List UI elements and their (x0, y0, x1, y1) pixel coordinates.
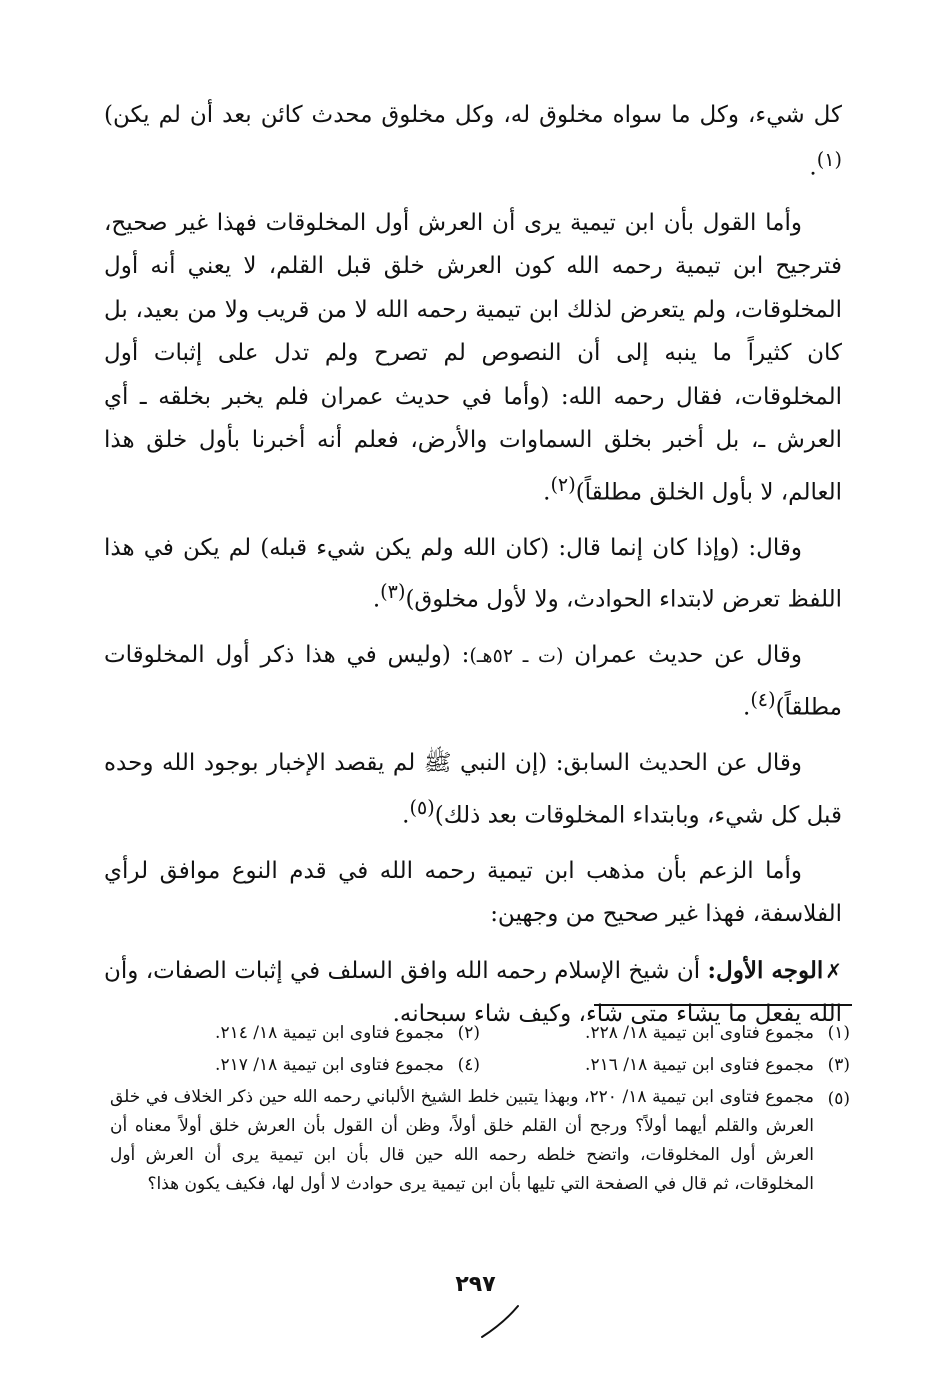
pen-stroke-icon (478, 1304, 522, 1340)
paragraph-2 (104, 202, 842, 515)
page-number: ٢٩٧ (455, 1272, 496, 1297)
footnote-ref-3: (٣) (380, 580, 406, 604)
paragraph-4 (104, 634, 842, 730)
footnote-3 (480, 1049, 850, 1081)
footnote-row (110, 1049, 850, 1081)
paragraph-5 (104, 742, 842, 838)
first-aspect-heading: الوجه الأول: (707, 956, 824, 984)
footnote-ref-2: (٢) (550, 472, 576, 496)
footnote-row (110, 1017, 850, 1049)
footnote-4 (110, 1049, 480, 1081)
footnote-ref-5: (٥) (409, 795, 435, 819)
paragraph-4-rest: : (وليس في هذا ذكر أول المخلوقات مطلقاً) (104, 642, 842, 721)
paragraph-6 (104, 850, 842, 937)
footnote-text: مجموع فتاوى ابن تيمية ١٨/ ٢١٤. (215, 1023, 444, 1043)
footnote-2 (110, 1017, 480, 1049)
paragraph-7-text: أن شيخ الإسلام رحمه الله وافق السلف في إثبات الصفات، وأن الله يفعل ما يشاء متى شاء، وكيف شاء سبحانه. (104, 957, 842, 1028)
footnote-text: مجموع فتاوى ابن تيمية ١٨/ ٢١٧. (215, 1055, 444, 1075)
footnote-5 (110, 1083, 850, 1199)
footnote-number: (٢) (457, 1023, 480, 1043)
paragraph-1-end: . (809, 154, 817, 181)
paragraph-6-text: وأما الزعم بأن مذهب ابن تيمية رحمه الله في قدم النوع موافق لرأي الفلاسفة، فهذا غير صحيح من وجهين: (104, 857, 842, 928)
handwritten-x-mark: ✗ (825, 958, 842, 983)
paragraph-2-text: وأما القول بأن ابن تيمية يرى أن العرش أول المخلوقات فهذا غير صحيح، فترجيح ابن تيمية رحمه الله كون العرش خلق قبل القلم، لا يعني أنه أول المخلوقات، ولم يتعرض لذلك ابن تيمية رحمه الله لا من قريب ولا من بعيد، بل كان كثيراً ما ينبه إلى أن النصوص لم تصرح ولم تدل على إثبات أول المخلوقات، فقال رحمه الله: (وأما في حديث عمران فلم يخبر بخلقه ـ أي العرش ـ، بل أخبر بخلق السماوات والأرض، فعلم أنه أخبرنا بأول خلق هذا العالم، لا بأول الخلق مطلقاً) (104, 209, 842, 506)
footnote-1 (480, 1017, 850, 1049)
footnote-number: (٥) (827, 1089, 850, 1109)
footnote-number: (٣) (827, 1055, 850, 1075)
footnote-text: مجموع فتاوى ابن تيمية ١٨/ ٢١٦. (585, 1055, 814, 1075)
paragraph-5-text: وقال عن الحديث السابق: (إن النبي ﷺ لم يقصد الإخبار بوجود الله وحده قبل كل شيء، وبابتداء المخلوقات بعد ذلك) (104, 750, 842, 829)
paragraph-3-text: وقال: (وإذا كان إنما قال: (كان الله ولم يكن شيء قبله) لم يكن في هذا اللفظ تعرض لابتداء الحوادث، ولا لأول مخلوق) (104, 534, 842, 613)
paragraph-2-end: . (543, 479, 551, 506)
footnote-number: (٤) (457, 1055, 480, 1075)
paragraph-3-end: . (372, 586, 381, 613)
paragraph-4-start: وقال عن حديث عمران (563, 642, 802, 669)
paragraph-4-end: . (743, 694, 751, 721)
footnote-ref-4: (٤) (750, 687, 776, 711)
paragraph-1-text: كل شيء، وكل ما سواه مخلوق له، وكل مخلوق محدث كائن بعد أن لم يكن) (104, 102, 842, 128)
paragraph-5-end: . (402, 802, 410, 829)
footnotes (110, 1017, 850, 1199)
footnote-number: (١) (827, 1023, 850, 1043)
paragraph-3 (104, 527, 842, 623)
death-date: (ت ـ ٥٢هـ) (469, 644, 564, 668)
footnote-divider (594, 1004, 852, 1006)
paragraph-1 (104, 94, 842, 190)
main-text (104, 94, 842, 1037)
footnote-text: مجموع فتاوى ابن تيمية ١٨/ ٢٢٠، وبهذا يتبين خلط الشيخ الألباني رحمه الله حين ذكر الخلاف في خلق العرش والقلم أيهما أولاً؟ ورجح أن القلم خلق أولاً، وظن أن القول بأن العرش خلق أولاً معناه أن العرش أول المخلوقات، واتضح خلطه رحمه الله حين قال بأن ابن تيمية يرى أن العرش أول المخلوقات، ثم قال في الصفحة التي تليها بأن ابن تيمية يرى حوادث لا أول لها، فكيف يكون هذا؟ (110, 1087, 814, 1194)
footnote-text: مجموع فتاوى ابن تيمية ١٨/ ٢٢٨. (585, 1023, 814, 1043)
footnote-ref-1: (١) (816, 147, 842, 171)
